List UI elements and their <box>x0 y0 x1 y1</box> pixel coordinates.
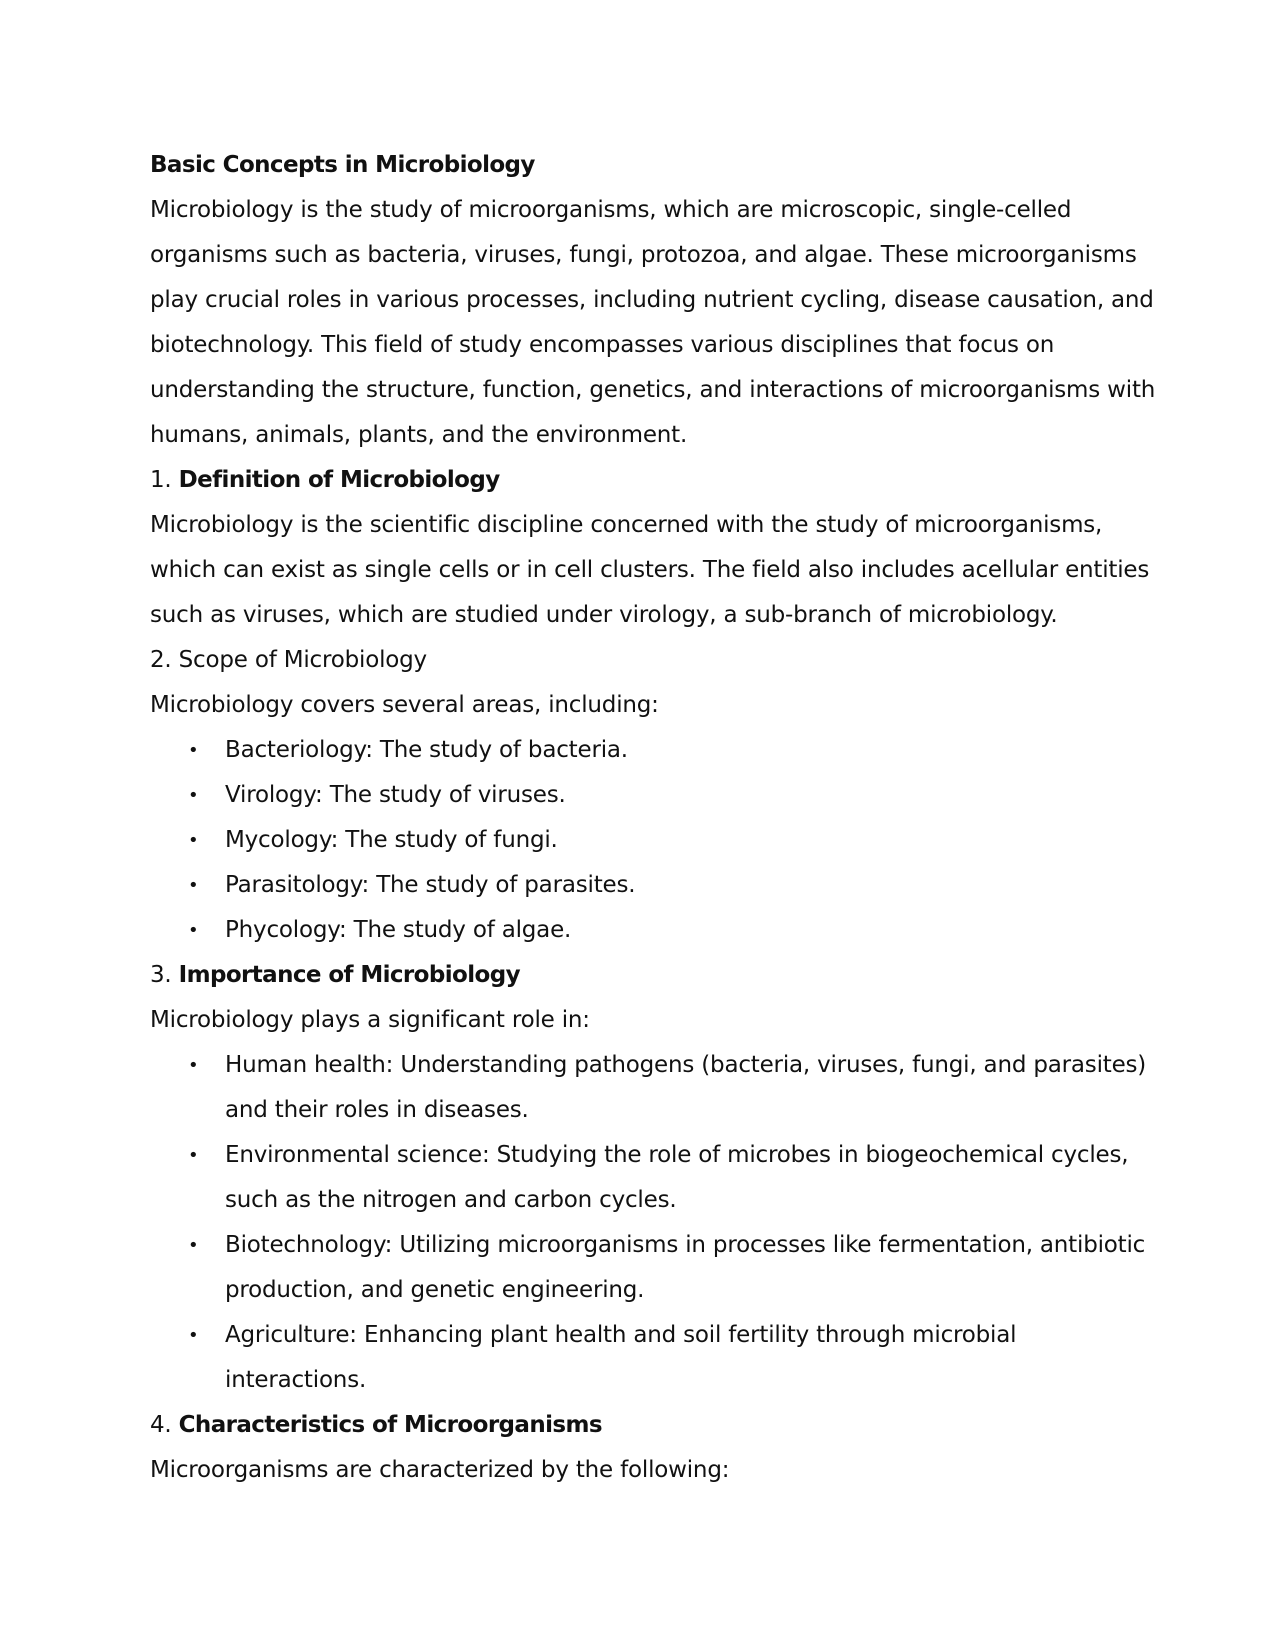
bullet-icon: • <box>188 875 199 896</box>
bullet-icon: • <box>188 1325 199 1346</box>
list-item <box>150 818 1130 863</box>
list-item-text: Human health: Understanding pathogens (bacteria, viruses, fungi, and parasites) <box>225 1052 1147 1078</box>
scope-list <box>150 728 1130 953</box>
bullet-icon: • <box>188 1145 199 1166</box>
list-item-text: Virology: The study of viruses. <box>225 782 566 808</box>
bullet-icon: • <box>188 920 199 941</box>
section-title: Characteristics of Microorganisms <box>178 1412 602 1438</box>
list-item-text: Biotechnology: Utilizing microorganisms in processes like fermentation, antibiotic <box>225 1232 1146 1258</box>
bullet-icon: • <box>188 740 199 761</box>
scope-intro: Microbiology covers several areas, including: <box>150 692 659 718</box>
list-item-text: and their roles in diseases. <box>225 1097 529 1123</box>
section-heading-definition <box>150 458 1130 503</box>
intro-line: organisms such as bacteria, viruses, fungi, protozoa, and algae. These microorganisms <box>150 242 1137 268</box>
list-item-text: Phycology: The study of algae. <box>225 917 572 943</box>
document-page <box>150 143 1156 1493</box>
section-title: Definition of Microbiology <box>178 467 500 493</box>
section-number: 1. <box>150 467 179 493</box>
list-item-text: interactions. <box>225 1367 367 1393</box>
section-heading-importance <box>150 953 1130 998</box>
importance-list <box>150 1043 1147 1403</box>
list-item-text: Mycology: The study of fungi. <box>225 827 558 853</box>
list-item-text: Environmental science: Studying the role of microbes in biogeochemical cycles, <box>225 1142 1129 1168</box>
list-item-text: such as the nitrogen and carbon cycles. <box>225 1187 677 1213</box>
definition-line: Microbiology is the scientific discipline concerned with the study of microorganisms, <box>150 512 1103 538</box>
list-item-text: production, and genetic engineering. <box>225 1277 645 1303</box>
characteristics-intro: Microorganisms are characterized by the following: <box>150 1457 730 1483</box>
bullet-icon: • <box>188 830 199 851</box>
list-item <box>150 1313 1130 1403</box>
list-item <box>150 908 1130 953</box>
section-number: 4. <box>150 1412 179 1438</box>
list-item <box>150 728 1130 773</box>
intro-line: biotechnology. This field of study encompasses various disciplines that focus on <box>150 332 1055 358</box>
section-heading-scope: 2. Scope of Microbiology <box>150 647 427 673</box>
section-number: 3. <box>150 962 179 988</box>
intro-line: play crucial roles in various processes, including nutrient cycling, disease causation, and <box>150 287 1154 313</box>
intro-paragraph <box>150 188 1156 458</box>
list-item-text: Parasitology: The study of parasites. <box>225 872 636 898</box>
bullet-icon: • <box>188 1235 199 1256</box>
intro-line: humans, animals, plants, and the environment. <box>150 422 688 448</box>
bullet-icon: • <box>188 1055 199 1076</box>
list-item <box>150 1043 1147 1133</box>
definition-line: which can exist as single cells or in cell clusters. The field also includes acellular entities <box>150 557 1150 583</box>
intro-line: understanding the structure, function, genetics, and interactions of microorganisms with <box>150 377 1156 403</box>
list-item <box>150 1223 1146 1313</box>
list-item-text: Agriculture: Enhancing plant health and soil fertility through microbial <box>225 1322 1017 1348</box>
list-item <box>150 863 1130 908</box>
importance-intro: Microbiology plays a significant role in: <box>150 1007 590 1033</box>
definition-paragraph <box>150 503 1150 638</box>
intro-line: Microbiology is the study of microorganisms, which are microscopic, single-celled <box>150 197 1072 223</box>
list-item <box>150 1133 1130 1223</box>
section-heading-characteristics <box>150 1403 1130 1448</box>
list-item-text: Bacteriology: The study of bacteria. <box>225 737 628 763</box>
definition-line: such as viruses, which are studied under virology, a sub-branch of microbiology. <box>150 602 1058 628</box>
list-item <box>150 773 1130 818</box>
section-title: Importance of Microbiology <box>178 962 520 988</box>
page-title: Basic Concepts in Microbiology <box>150 152 535 178</box>
bullet-icon: • <box>188 785 199 806</box>
